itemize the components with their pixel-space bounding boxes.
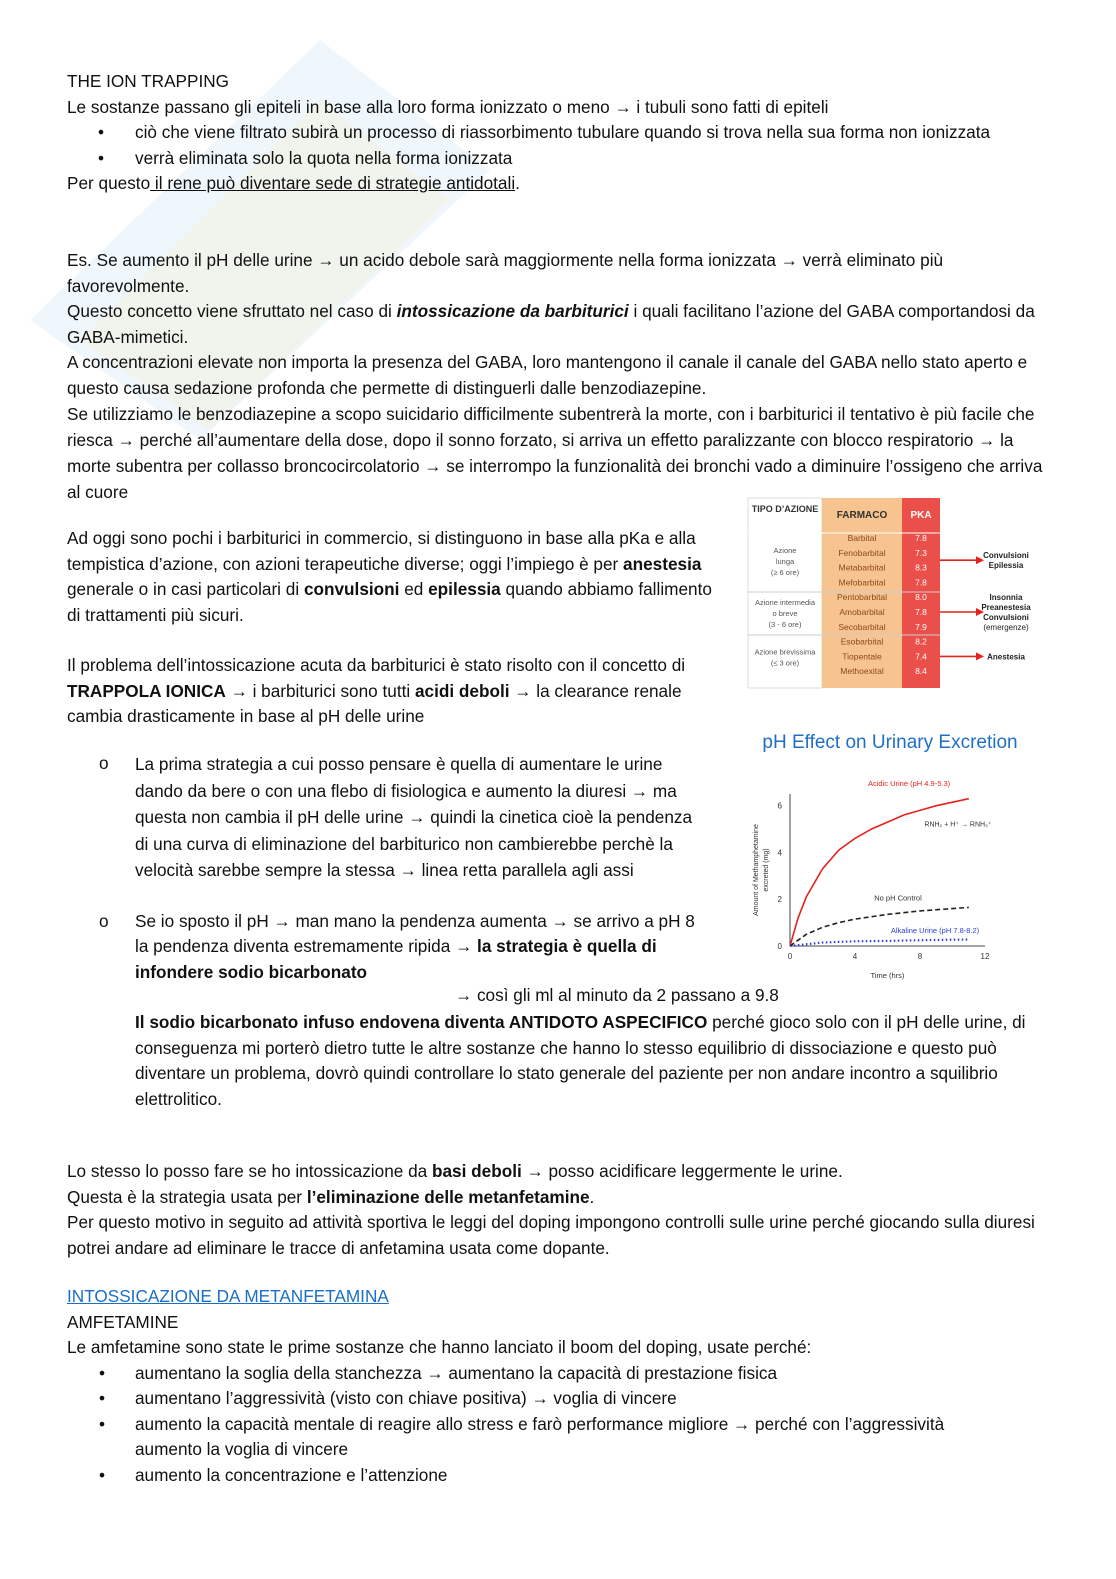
table-group-label: (≤ 3 ore) xyxy=(770,658,800,668)
chart-annotation: RNH₂ + H⁺ → RNH₃⁺ xyxy=(924,821,992,829)
table-header-farmaco: FARMACO xyxy=(836,510,888,521)
table-header-pka: PKA xyxy=(910,510,932,521)
table-pka-value: 8.0 xyxy=(915,592,927,603)
table-pka-value: 8.3 xyxy=(915,562,927,573)
bullet-icon: • xyxy=(98,147,105,168)
paragraph: Le sostanze passano gli epiteli in base alla loro forma ionizzato o meno → i tubuli sono fatti di epiteli xyxy=(67,96,829,117)
table-use-label: Anestesia xyxy=(987,652,1025,662)
table-group-label: (≥ 6 ore) xyxy=(770,568,800,578)
arrow-head-icon xyxy=(976,652,984,660)
section-barbiturici xyxy=(67,248,1047,505)
table-header-tipo: TIPO D’AZIONE xyxy=(751,504,819,514)
list-item: • aumento la concentrazione e l’attenzione xyxy=(67,1463,1047,1489)
paragraph: Lo stesso lo posso fare se ho intossicazione da basi deboli → posso acidificare leggermente le urine. xyxy=(67,1161,843,1181)
paragraph-tail: → così gli ml al minuto da 2 passano a 9.8 xyxy=(455,985,779,1005)
y-axis-label: Amount of Methamphetamine excreted (mg) xyxy=(753,823,770,916)
table-group-label: o breve xyxy=(772,609,798,618)
section-basi-deboli xyxy=(67,1159,1047,1261)
table-drug-name: Fenobarbital xyxy=(838,547,886,558)
heading-ion-trapping: THE ION TRAPPING xyxy=(67,71,230,91)
bullet-icon: • xyxy=(99,1413,106,1434)
table-pka-value: 7.8 xyxy=(915,607,927,617)
table-group-label: Azione intermedia xyxy=(754,598,816,607)
y-tick-label: 6 xyxy=(777,801,782,811)
table-drug-name: Tiopentale xyxy=(842,651,882,662)
bullet-icon: • xyxy=(98,122,105,142)
y-tick-label: 4 xyxy=(777,847,782,857)
list-item: o Se io sposto il pH → man mano la pendenza aumenta → se arrivo a pH 8 la pendenza diventa estremamente ripida → la strategia è quella di infondere sodio bicarbonato xyxy=(99,910,695,982)
table-use-label: Insonnia xyxy=(989,593,1023,602)
table-drug-name: Metabarbital xyxy=(838,562,886,573)
table-pka-value: 7.8 xyxy=(915,577,927,588)
table-pka-value: 7.8 xyxy=(915,533,927,543)
table-pka-value: 7.9 xyxy=(915,621,927,632)
bullet-list xyxy=(67,120,1057,171)
bullet-icon: • xyxy=(99,1362,106,1383)
section-ion-trapping xyxy=(67,69,1057,197)
x-tick-label: 12 xyxy=(980,951,990,961)
table-drug-name: Methoexital xyxy=(840,666,884,677)
table-pka-value: 7.3 xyxy=(915,547,927,558)
circle-bullet-icon: o xyxy=(99,910,109,931)
table-drug-name: Pentobarbital xyxy=(836,592,888,603)
barbiturate-table xyxy=(748,498,1048,690)
table-drug-name: Amobarbital xyxy=(839,607,885,617)
list-item: • aumentano l’aggressività (visto con chiave positiva) → voglia di vincere xyxy=(67,1386,1047,1412)
metanfetamina-link[interactable]: INTOSSICAZIONE DA METANFETAMINA xyxy=(67,1286,389,1306)
table-use-label: Convulsioni xyxy=(983,551,1029,561)
paragraph: Ad oggi sono pochi i barbiturici in commercio, si distinguono in base alla pKa e alla tempistica d’azione, con azioni terapeutiche diverse; oggi l’impiego è per anestesia generale o in casi particolari di convulsioni ed epilessia quando abbiamo fallimento di trattamenti più sicuri. xyxy=(67,528,712,625)
table-drug-name: Secobarbital xyxy=(838,621,886,632)
chart-title: pH Effect on Urinary Excretion xyxy=(762,732,1018,753)
table-drug-name: Mefobarbital xyxy=(838,577,886,588)
table-pka-value: 7.4 xyxy=(915,651,927,662)
paragraph: Le amfetamine sono state le prime sostanze che hanno lanciato il boom del doping, usate perché: xyxy=(67,1337,812,1357)
table-group-label: Azione xyxy=(773,546,797,556)
table-use-label: Convulsioni xyxy=(983,613,1029,622)
table-pka-value: 8.2 xyxy=(915,636,927,647)
section-strategie xyxy=(67,751,1057,1112)
circle-bullet-icon: o xyxy=(99,753,109,773)
table-pka-value: 8.4 xyxy=(915,666,927,677)
table-use-label: Epilessia xyxy=(988,561,1024,571)
list-item: • aumentano la soglia della stanchezza → aumentano la capacità di prestazione fisica xyxy=(67,1361,1047,1387)
paragraph: Es. Se aumento il pH delle urine → un acido debole sarà maggiormente nella forma ionizzata → verrà eliminato più favorevolmente. xyxy=(67,250,944,296)
series-label: Alkaline Urine (pH 7.8-8.2) xyxy=(890,925,980,935)
bullet-icon: • xyxy=(99,1464,106,1485)
x-axis-label: Time (hrs) xyxy=(870,970,905,980)
table-group-label: Azione brevissima xyxy=(754,647,816,657)
paragraph: Se utilizziamo le benzodiazepine a scopo suicidario difficilmente subentrerà la morte, con i barbiturici il tentativo è più facile che riesca → perché all’aumentare della dose, dopo il sonno forzato, si arriva un effetto paralizzante con blocco respiratorio → la morte subentra per collasso broncocircolatorio → se interrompo la funzionalità dei bronchi vado a diminuire l’ossigeno che arriva al cuore xyxy=(67,404,1043,502)
paragraph: Questa è la strategia usata per l’eliminazione delle metanfetamine. xyxy=(67,1186,595,1207)
table-use-label: (emergenze) xyxy=(983,623,1029,632)
list-item: • ciò che viene filtrato subirà un processo di riassorbimento tubulare quando si trova nella sua forma non ionizzata xyxy=(0,120,995,146)
y-tick-label: 0 xyxy=(777,941,782,951)
table-use-label: Preanestesia xyxy=(981,603,1031,612)
bullet-list xyxy=(67,1361,1047,1489)
series-label: Acidic Urine (pH 4.9-5.3) xyxy=(868,778,951,788)
paragraph: Questo concetto viene sfruttato nel caso di intossicazione da barbiturici i quali facilitano l’azione del GABA comportandosi da GABA-mimetici. xyxy=(67,301,1035,347)
series-label: No pH Control xyxy=(874,892,922,902)
section-pka xyxy=(67,526,727,730)
x-tick-label: 8 xyxy=(917,951,923,961)
paragraph: Per questo il rene può diventare sede di strategie antidotali. xyxy=(67,173,520,193)
paragraph: Per questo motivo in seguito ad attività sportiva le leggi del doping impongono controlli sulle urine perché giocando sulla diuresi potrei andare ad eliminare le tracce di anfetamina usata come dopante. xyxy=(67,1212,1035,1258)
table-drug-name: Esobarbital xyxy=(840,636,884,647)
table-group-label: (3 - 6 ore) xyxy=(768,620,802,629)
y-tick-label: 2 xyxy=(777,894,782,904)
bullet-icon: • xyxy=(99,1388,106,1408)
section-amfetamine xyxy=(67,1284,1047,1488)
paragraph: A concentrazioni elevate non importa la presenza del GABA, loro mantengono il canale il canale del GABA nello stato aperto e questo causa sedazione profonda che permette di distinguerli dalle benzodiazepine. xyxy=(67,352,1028,398)
table-group-label: lunga xyxy=(775,557,795,567)
list-item: • verrà eliminata solo la quota nella forma ionizzata xyxy=(0,146,1057,172)
list-item: o La prima strategia a cui posso pensare è quella di aumentare le urine dando da bere o con una flebo di fisiologica e aumento la diuresi → ma questa non cambia il pH delle urine → quindi la cinetica cioè la pendenza di una curva di eliminazione del barbiturico non cambierebbe perchè la velocità sarebbe sempre la stessa → linea retta parallela agli assi xyxy=(99,753,693,880)
x-tick-label: 4 xyxy=(852,951,858,961)
x-tick-label: 0 xyxy=(787,951,793,961)
heading-amfetamine: AMFETAMINE xyxy=(67,1311,179,1332)
paragraph: Il problema dell’intossicazione acuta da barbiturici è stato risolto con il concetto di TRAPPOLA IONICA → i barbiturici sono tutti acidi deboli → la clearance renale cambia drasticamente in base al pH delle urine xyxy=(67,655,686,726)
table-drug-name: Barbital xyxy=(847,533,877,543)
list-item: • aumento la capacità mentale di reagire allo stress e farò performance migliore → perché con l’aggressività aumento la voglia di vincere xyxy=(99,1413,945,1459)
paragraph: Il sodio bicarbonato infuso endovena diventa ANTIDOTO ASPECIFICO perché gioco solo con il pH delle urine, di conseguenza mi porterò dietro tutte le altre sostanze che hanno lo stesso equilibrio di dissociazione e questo può diventare un problema, dovrò quindi controllare lo stato generale del paziente per non andare incontro a squilibrio elettrolitico. xyxy=(135,1012,1026,1109)
